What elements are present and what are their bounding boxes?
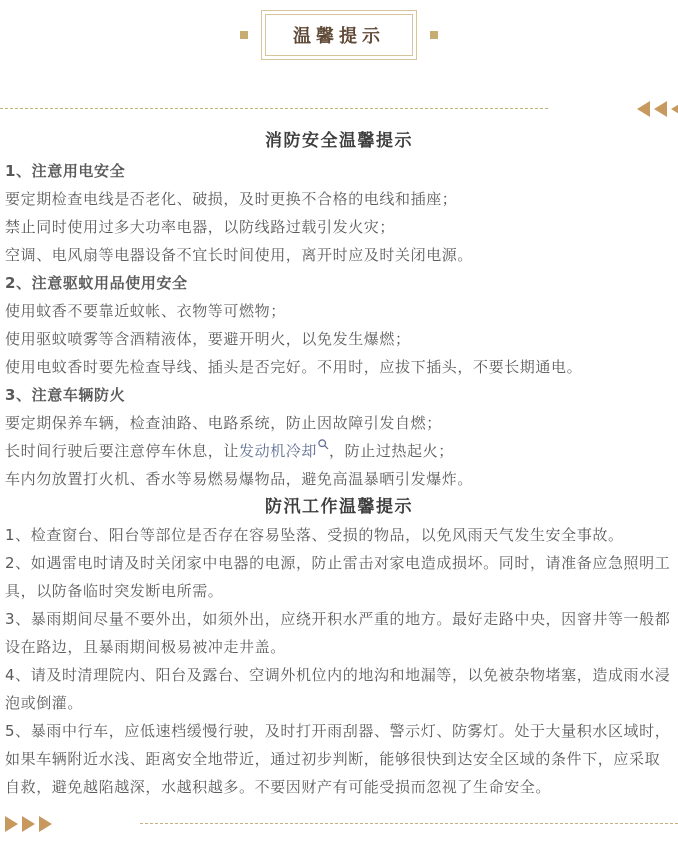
fire-item-3-subtitle: 3、注意车辆防火 [5, 386, 126, 404]
triangle-left-icon [637, 101, 650, 117]
fire-item-2-line: 使用蚊香不要靠近蚊帐、衣物等可燃物； [5, 302, 286, 320]
fire-section-heading: 消防安全温馨提示 [265, 131, 413, 151]
fire-item-2-line: 使用电蚊香时要先检查导线、插头是否完好。不用时，应拔下插头，不要长期通电。 [5, 358, 583, 376]
triangle-left-icon [671, 101, 678, 117]
triangle-right-icon [5, 816, 18, 832]
fire-item-2-line: 使用驱蚊喷雾等含酒精液体，要避开明火，以免发生爆燃； [5, 330, 411, 348]
triangle-left-icon [654, 101, 667, 117]
left-square-ornament [240, 31, 248, 39]
title-box [261, 10, 417, 60]
fire-item-3-engine-line [5, 437, 673, 465]
engine-line-prefix: 长时间行驶后要注意停车休息，让 [5, 442, 240, 460]
keyword-text: 发动机冷却 [239, 442, 318, 460]
bottom-divider [0, 815, 678, 832]
search-icon[interactable] [318, 431, 329, 459]
flood-item-4: 4、请及时清理院内、阳台及露台、空调外机位内的地沟和地漏等，以免被杂物堵塞，造成雨水浸泡或倒灌。 [5, 666, 671, 712]
engine-line-suffix: ，防止过热起火； [329, 442, 454, 460]
flood-item-5: 5、暴雨中行车，应低速档缓慢行驶，及时打开雨刮器、警示灯、防雾灯。处于大量积水区域时，如果车辆附近水浅、距离安全地带近，通过初步判断，能够很快到达安全区域的条件下，应采取自救，避免越陷越深，水越积越多。不要因财产有可能受损而忽视了生命安全。 [5, 722, 671, 796]
fire-item-3-line: 要定期保养车辆，检查油路、电路系统，防止因故障引发自燃； [5, 414, 442, 432]
fire-item-1-subtitle: 1、注意用电安全 [5, 162, 126, 180]
fire-item-2-subtitle: 2、注意驱蚊用品使用安全 [5, 274, 188, 292]
fire-item-1-line: 禁止同时使用过多大功率电器，以防线路过载引发火灾； [5, 218, 396, 236]
fire-item-3-line: 车内勿放置打火机、香水等易燃易爆物品，避免高温暴晒引发爆炸。 [5, 470, 474, 488]
right-arrows-ornament [5, 816, 52, 832]
fire-item-1-line: 要定期检查电线是否老化、破损，及时更换不合格的电线和插座； [5, 190, 458, 208]
left-arrows-ornament [637, 101, 678, 117]
article-body [0, 129, 678, 801]
title-banner [0, 10, 678, 60]
flood-section-heading: 防汛工作温馨提示 [265, 497, 413, 517]
triangle-right-icon [22, 816, 35, 832]
flood-item-1: 1、检查窗台、阳台等部位是否存在容易坠落、受损的物品，以免风雨天气发生安全事故。 [5, 526, 624, 544]
top-divider [0, 100, 678, 117]
fire-item-1-line: 空调、电风扇等电器设备不宜长时间使用，离开时应及时关闭电源。 [5, 246, 474, 264]
dashed-line [0, 108, 548, 109]
flood-item-3: 3、暴雨期间尽量不要外出，如须外出，应绕开积水严重的地方。最好走路中央，因窨井等一般都设在路边，且暴雨期间极易被冲走井盖。 [5, 610, 671, 656]
engine-cooling-keyword-link[interactable] [239, 442, 329, 460]
triangle-right-icon [39, 816, 52, 832]
dashed-line [140, 823, 678, 824]
flood-item-2: 2、如遇雷电时请及时关闭家中电器的电源，防止雷击对家电造成损坏。同时，请准备应急照明工具，以防备临时突发断电所需。 [5, 554, 671, 600]
title-box-inner [265, 14, 413, 56]
page-title: 温馨提示 [293, 26, 385, 47]
right-square-ornament [430, 31, 438, 39]
